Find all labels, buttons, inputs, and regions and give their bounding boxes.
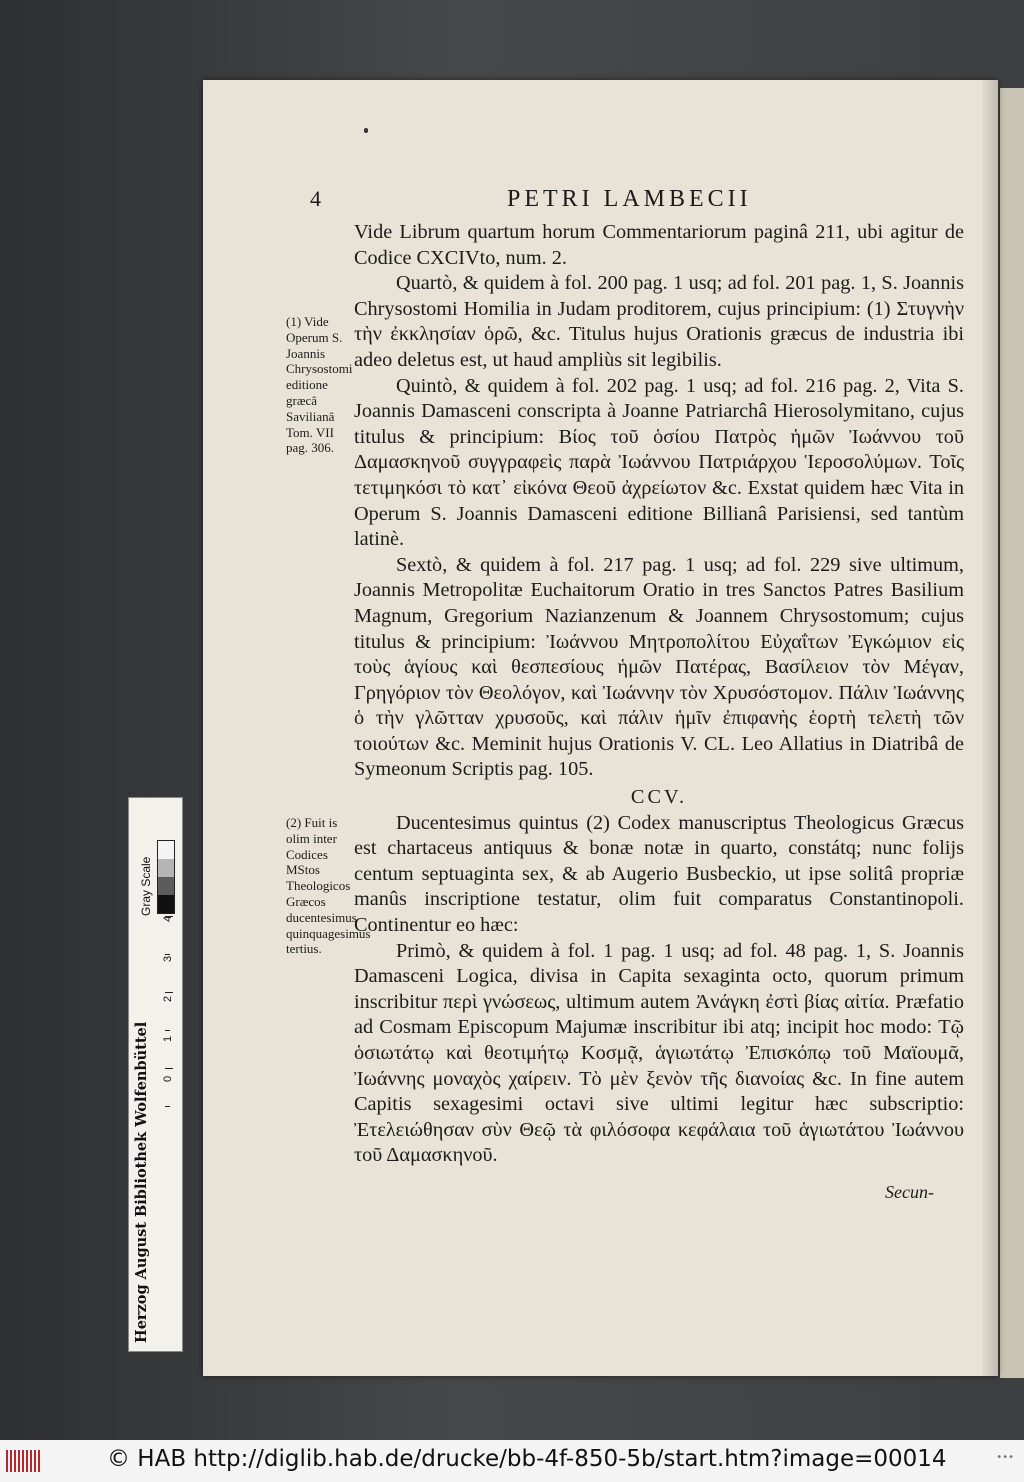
paragraph-6: Primò, & quidem à fol. 1 pag. 1 usq; ad fol. 48 pag. 1, S. Joannis Damasceni Logica, divisa in Capita sexaginta octo, quorum primum inscribitur περὶ γνώσεως, ultimum autem Ἀνάγκη ἐστὶ βίας αἰτία. Præfatio ad Cosmam Episcopum Majumæ inscribitur ibi atq; incipit hoc modo: Τῷ ὁσιωτάτῳ καὶ θεοτιμήτῳ Κοσμᾷ, ἁγιωτάτῳ Ἐπισκόπῳ τοῦ Μαϊουμᾶ, Ἰωάννης μοναχὸς χαίρειν. Τὸ μὲν ξενὸν τῆς διανοίας &c. In fine autem Capitis sexagesimi octavi sive ultimi legitur hæc subscriptio: Ἐτελειώθησαν σὺν Θεῷ τὰ φιλόσοφα κεφάλαια τοῦ ἁγιωτάτου Ἰωάννου τοῦ Δαμασκηνοῦ.	[354, 939, 964, 1167]
ruler-number: 1	[162, 1035, 174, 1042]
main-text	[354, 220, 964, 1169]
ink-speck	[364, 128, 368, 133]
hab-logo-icon	[6, 1450, 42, 1472]
paragraph-1: Vide Librum quartum horum Commentariorum paginâ 211, ubi agitur de Codice CXCIVto, num. 2.	[354, 221, 964, 269]
paragraph-3: Quintò, & quidem à fol. 202 pag. 1 usq; ad fol. 216 pag. 2, Vita S. Joannis Damasceni conscripta à Joanne Patriarchâ Hierosolymitano, cujus titulus & principium: Βίος τοῦ ὁσίου Πατρὸς ἡμῶν Ἰωάννου τοῦ Δαμασκηνοῦ συγγραφεὶς παρὰ Ἰωάννου Πατριάρχου Ἱεροσολύμων. Τοῖς τετιμηκόσι τὸ κατ᾽ εἰκόνα Θεοῦ ἀχρείωτον &c. Exstat quidem hæc Vita in Operum S. Joannis Damasceni editione Billianâ Parisiensi, sed tantùm latinè.	[354, 374, 964, 551]
gray-scale-label: Gray Scale	[139, 856, 153, 916]
gray-swatches	[157, 840, 175, 914]
gray-scale-ruler	[128, 797, 183, 1352]
book-page	[203, 80, 998, 1376]
library-label: Herzog August Bibliothek Wolfenbüttel	[133, 1021, 150, 1343]
paragraph-2: Quartò, & quidem à fol. 200 pag. 1 usq; ad fol. 201 pag. 1, S. Joannis Chrysostomi Homilia in Judam proditorem, cujus principium: (1) Στυγνὴν τὴν ἐκκλησίαν ὁρῶ, &c. Titulus hujus Orationis græcus de industria ibi adeo deletus est, ut haud ampliùs sit legibilis.	[354, 272, 964, 371]
page-gutter-shadow	[980, 80, 998, 1376]
ruler-number: 2	[162, 995, 174, 1002]
facing-page-edge	[1000, 88, 1024, 1378]
paragraph-4: Sextò, & quidem à fol. 217 pag. 1 usq; ad fol. 229 sive ultimum, Joannis Metropolitæ Euchaitorum Oratio in tres Sanctos Patres Basilium Magnum, Gregorium Nazianzenum & Joannem Chrysostomum; cujus titulus & principium: Ἰωάννου Μητροπολίτου Εὐχαΐτων Ἐγκώμιον εἰς τοὺς ἁγίους καὶ θεσπεσίους ἡμῶν Πατέρας, Βασίλειον τὸν Μέγαν, Γρηγόριον τὸν Θεολόγον, καὶ Ἰωάννην τὸν Χρυσόστομον. Πάλιν Ἰωάννης ὁ τὴν γλῶτταν χρυσοῦς, καὶ πάλιν ἡμῖν ἐπιφανὴς ἑορτὴ τελετὴ τῶν τοιούτων &c. Meminit hujus Orationis V. CL. Leo Allatius in Diatribâ de Symeonum Scriptis pag. 105.	[354, 553, 964, 781]
catchword: Secun-	[885, 1182, 934, 1202]
copyright-url[interactable]: © HAB http://diglib.hab.de/drucke/bb-4f-850-5b/start.htm?image=00014	[107, 1446, 947, 1472]
running-title: PETRI LAMBECII	[507, 186, 752, 212]
margin-note-2: (2) Fuit is olim inter Codices MStos Theologicos Græcos ducentesimus quinquagesimus tertius.	[286, 815, 371, 957]
footer-bar	[0, 1440, 1024, 1482]
page-number: 4	[310, 186, 321, 211]
ruler-number: 4	[162, 915, 174, 922]
running-head	[203, 186, 998, 216]
paragraph-5: Ducentesimus quintus (2) Codex manuscriptus Theologicus Græcus est chartaceus antiquus & bonæ notæ in quarto, constátq; nunc folijs centum septuaginta sex, & ab Augerio Busbeckio, ut ipse solitâ propriæ manûs inscriptione testatur, olim fuit comparatus Constantinopoli. Continentur eo hæc:	[354, 811, 964, 937]
ruler-number: 3	[162, 955, 174, 962]
section-heading: CCV.	[630, 786, 688, 809]
ruler-number: 0	[162, 1075, 174, 1082]
margin-note-1: (1) Vide Operum S. Joannis Chrysostomi editione græcâ Savilianâ Tom. VII pag. 306.	[286, 314, 353, 456]
more-dots-icon: •••	[996, 1452, 1014, 1463]
